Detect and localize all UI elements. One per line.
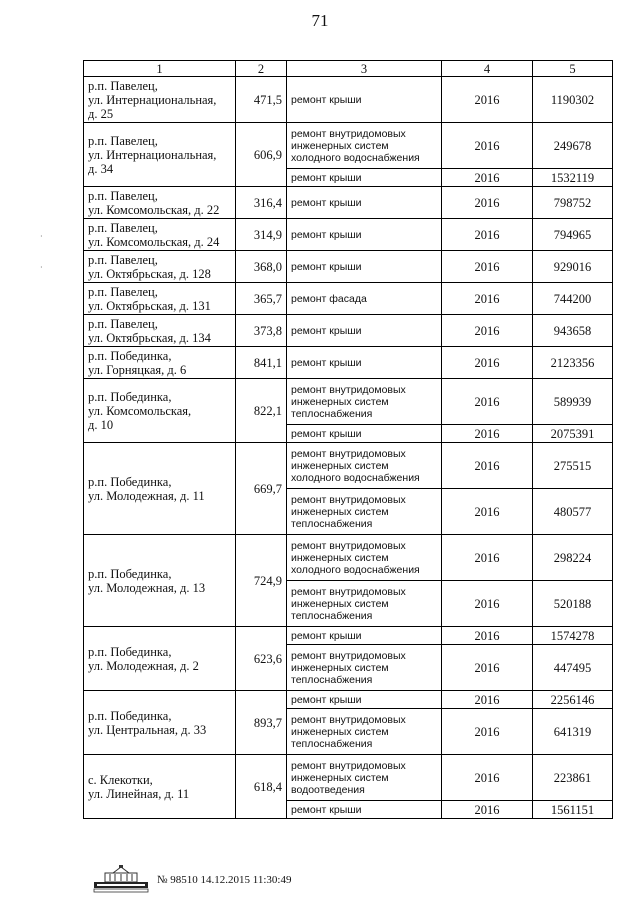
- table-row: [84, 219, 613, 251]
- year-cell: 2016: [442, 489, 533, 535]
- work-type-line: ремонт крыши: [291, 171, 362, 184]
- work-type-cell: [287, 645, 442, 691]
- cost-cell: 2256146: [533, 691, 613, 709]
- address-line: р.п. Побединка,: [88, 348, 172, 363]
- address-line: р.п. Павелец,: [88, 316, 158, 331]
- table-row: [84, 443, 613, 489]
- table-row: [84, 379, 613, 425]
- address-cell: [84, 251, 236, 283]
- work-type-line: инженерных систем: [291, 661, 389, 674]
- cost-cell: 223861: [533, 755, 613, 801]
- work-type-cell: [287, 535, 442, 581]
- area-cell: 373,8: [236, 315, 287, 347]
- address-cell: [84, 77, 236, 123]
- address-cell: [84, 347, 236, 379]
- address-line: р.п. Побединка,: [88, 474, 172, 489]
- address-line: с. Клекотки,: [88, 772, 153, 787]
- work-type-line: инженерных систем: [291, 771, 389, 784]
- year-cell: 2016: [442, 691, 533, 709]
- col-header-work: 3: [287, 61, 442, 77]
- work-type-line: холодного водоснабжения: [291, 471, 420, 484]
- work-type-line: ремонт фасада: [291, 292, 367, 305]
- work-type-line: ремонт крыши: [291, 196, 362, 209]
- work-type-line: теплоснабжения: [291, 407, 373, 420]
- address-line: ул. Октябрьская, д. 131: [88, 298, 211, 313]
- year-cell: 2016: [442, 315, 533, 347]
- footer: [93, 865, 353, 895]
- cost-cell: 589939: [533, 379, 613, 425]
- address-cell: [84, 379, 236, 443]
- work-type-line: инженерных систем: [291, 551, 389, 564]
- address-line: ул. Линейная, д. 11: [88, 786, 190, 801]
- cost-cell: 1532119: [533, 169, 613, 187]
- address-cell: [84, 755, 236, 819]
- work-type-line: ремонт крыши: [291, 228, 362, 241]
- work-type-line: ремонт внутридомовых: [291, 447, 406, 460]
- address-cell: [84, 443, 236, 535]
- table-row: [84, 315, 613, 347]
- work-type-cell: [287, 315, 442, 347]
- address-line: р.п. Побединка,: [88, 644, 172, 659]
- address-line: ул. Интернациональная,: [88, 92, 217, 107]
- table-row: [84, 627, 613, 645]
- work-type-line: ремонт крыши: [291, 324, 362, 337]
- work-type-line: ремонт крыши: [291, 803, 362, 816]
- work-type-cell: [287, 379, 442, 425]
- work-type-line: теплоснабжения: [291, 737, 373, 750]
- work-type-line: инженерных систем: [291, 459, 389, 472]
- area-cell: 893,7: [236, 691, 287, 755]
- address-line: р.п. Павелец,: [88, 78, 158, 93]
- cost-cell: 641319: [533, 709, 613, 755]
- cost-cell: 275515: [533, 443, 613, 489]
- registration-stamp: № 98510 14.12.2015 11:30:49: [157, 874, 292, 886]
- address-cell: [84, 627, 236, 691]
- col-header-address: 1: [84, 61, 236, 77]
- government-building-emblem-icon: [93, 865, 149, 893]
- address-cell: [84, 219, 236, 251]
- work-type-line: ремонт внутридомовых: [291, 383, 406, 396]
- work-type-cell: [287, 283, 442, 315]
- area-cell: 618,4: [236, 755, 287, 819]
- address-cell: [84, 691, 236, 755]
- work-type-cell: [287, 425, 442, 443]
- work-type-cell: [287, 489, 442, 535]
- address-line: р.п. Побединка,: [88, 566, 172, 581]
- work-type-line: инженерных систем: [291, 597, 389, 610]
- work-type-cell: [287, 347, 442, 379]
- address-cell: [84, 535, 236, 627]
- work-type-cell: [287, 169, 442, 187]
- cost-cell: 249678: [533, 123, 613, 169]
- address-line: р.п. Павелец,: [88, 284, 158, 299]
- col-header-area: 2: [236, 61, 287, 77]
- work-type-line: ремонт крыши: [291, 427, 362, 440]
- area-cell: 841,1: [236, 347, 287, 379]
- work-type-line: теплоснабжения: [291, 673, 373, 686]
- work-type-line: ремонт внутридомовых: [291, 539, 406, 552]
- work-type-cell: [287, 443, 442, 489]
- cost-cell: 2075391: [533, 425, 613, 443]
- year-cell: 2016: [442, 379, 533, 425]
- cost-cell: 1561151: [533, 801, 613, 819]
- address-line: р.п. Павелец,: [88, 252, 158, 267]
- col-header-year: 4: [442, 61, 533, 77]
- address-line: ул. Центральная, д. 33: [88, 722, 207, 737]
- work-type-line: ремонт внутридомовых: [291, 493, 406, 506]
- year-cell: 2016: [442, 581, 533, 627]
- repair-registry-table: [83, 60, 613, 819]
- work-type-line: ремонт внутридомовых: [291, 759, 406, 772]
- cost-cell: 929016: [533, 251, 613, 283]
- year-cell: 2016: [442, 169, 533, 187]
- work-type-cell: [287, 755, 442, 801]
- area-cell: 316,4: [236, 187, 287, 219]
- work-type-cell: [287, 581, 442, 627]
- area-cell: 368,0: [236, 251, 287, 283]
- address-line: р.п. Павелец,: [88, 133, 158, 148]
- cost-cell: 298224: [533, 535, 613, 581]
- work-type-line: ремонт внутридомовых: [291, 585, 406, 598]
- address-cell: [84, 187, 236, 219]
- work-type-line: инженерных систем: [291, 395, 389, 408]
- work-type-line: теплоснабжения: [291, 517, 373, 530]
- work-type-line: ремонт внутридомовых: [291, 649, 406, 662]
- address-line: р.п. Побединка,: [88, 389, 172, 404]
- year-cell: 2016: [442, 709, 533, 755]
- address-cell: [84, 315, 236, 347]
- work-type-cell: [287, 187, 442, 219]
- page-number: 71: [311, 11, 329, 30]
- work-type-line: инженерных систем: [291, 139, 389, 152]
- cost-cell: 798752: [533, 187, 613, 219]
- scan-mark: ·: [40, 232, 43, 241]
- area-cell: 669,7: [236, 443, 287, 535]
- year-cell: 2016: [442, 535, 533, 581]
- cost-cell: 2123356: [533, 347, 613, 379]
- work-type-line: водоотведения: [291, 783, 365, 796]
- table-row: [84, 691, 613, 709]
- address-cell: [84, 283, 236, 315]
- year-cell: 2016: [442, 425, 533, 443]
- year-cell: 2016: [442, 283, 533, 315]
- area-cell: 365,7: [236, 283, 287, 315]
- work-type-line: ремонт крыши: [291, 260, 362, 273]
- address-line: д. 34: [88, 161, 114, 176]
- cost-cell: 520188: [533, 581, 613, 627]
- table-row: [84, 283, 613, 315]
- work-type-line: инженерных систем: [291, 505, 389, 518]
- work-type-line: теплоснабжения: [291, 609, 373, 622]
- address-line: д. 10: [88, 417, 114, 432]
- work-type-cell: [287, 123, 442, 169]
- work-type-cell: [287, 77, 442, 123]
- address-line: ул. Молодежная, д. 13: [88, 580, 206, 595]
- table-row: [84, 123, 613, 169]
- address-cell: [84, 123, 236, 187]
- work-type-cell: [287, 691, 442, 709]
- address-line: ул. Октябрьская, д. 134: [88, 330, 211, 345]
- year-cell: 2016: [442, 123, 533, 169]
- year-cell: 2016: [442, 627, 533, 645]
- year-cell: 2016: [442, 347, 533, 379]
- address-line: д. 25: [88, 106, 114, 121]
- work-type-cell: [287, 219, 442, 251]
- address-line: ул. Горняцкая, д. 6: [88, 362, 187, 377]
- table-row: [84, 535, 613, 581]
- cost-cell: 447495: [533, 645, 613, 691]
- address-line: ул. Молодежная, д. 2: [88, 658, 199, 673]
- work-type-line: ремонт внутридомовых: [291, 127, 406, 140]
- table-row: [84, 187, 613, 219]
- year-cell: 2016: [442, 219, 533, 251]
- work-type-cell: [287, 801, 442, 819]
- area-cell: 623,6: [236, 627, 287, 691]
- area-cell: 724,9: [236, 535, 287, 627]
- address-line: р.п. Павелец,: [88, 188, 158, 203]
- address-line: р.п. Павелец,: [88, 220, 158, 235]
- area-cell: 471,5: [236, 77, 287, 123]
- cost-cell: 1574278: [533, 627, 613, 645]
- header-row: [84, 61, 613, 77]
- work-type-line: ремонт крыши: [291, 629, 362, 642]
- table-row: [84, 251, 613, 283]
- work-type-line: инженерных систем: [291, 725, 389, 738]
- year-cell: 2016: [442, 645, 533, 691]
- cost-cell: 794965: [533, 219, 613, 251]
- work-type-cell: [287, 627, 442, 645]
- address-line: ул. Комсомольская, д. 22: [88, 202, 220, 217]
- year-cell: 2016: [442, 755, 533, 801]
- cost-cell: 943658: [533, 315, 613, 347]
- address-line: ул. Комсомольская, д. 24: [88, 234, 220, 249]
- area-cell: 606,9: [236, 123, 287, 187]
- year-cell: 2016: [442, 443, 533, 489]
- work-type-line: ремонт крыши: [291, 93, 362, 106]
- year-cell: 2016: [442, 77, 533, 123]
- cost-cell: 744200: [533, 283, 613, 315]
- work-type-line: ремонт крыши: [291, 693, 362, 706]
- address-line: ул. Октябрьская, д. 128: [88, 266, 211, 281]
- table-row: [84, 77, 613, 123]
- work-type-cell: [287, 251, 442, 283]
- table-row: [84, 347, 613, 379]
- col-header-cost: 5: [533, 61, 613, 77]
- work-type-line: ремонт крыши: [291, 356, 362, 369]
- address-line: р.п. Побединка,: [88, 708, 172, 723]
- year-cell: 2016: [442, 801, 533, 819]
- year-cell: 2016: [442, 251, 533, 283]
- address-line: ул. Интернациональная,: [88, 147, 217, 162]
- area-cell: 822,1: [236, 379, 287, 443]
- table-body: [84, 77, 613, 819]
- cost-cell: 480577: [533, 489, 613, 535]
- scan-mark: ·: [40, 263, 43, 272]
- area-cell: 314,9: [236, 219, 287, 251]
- work-type-line: ремонт внутридомовых: [291, 713, 406, 726]
- work-type-line: холодного водоснабжения: [291, 563, 420, 576]
- address-line: ул. Молодежная, д. 11: [88, 488, 205, 503]
- table-row: [84, 755, 613, 801]
- work-type-cell: [287, 709, 442, 755]
- work-type-line: холодного водоснабжения: [291, 151, 420, 164]
- address-line: ул. Комсомольская,: [88, 403, 192, 418]
- year-cell: 2016: [442, 187, 533, 219]
- cost-cell: 1190302: [533, 77, 613, 123]
